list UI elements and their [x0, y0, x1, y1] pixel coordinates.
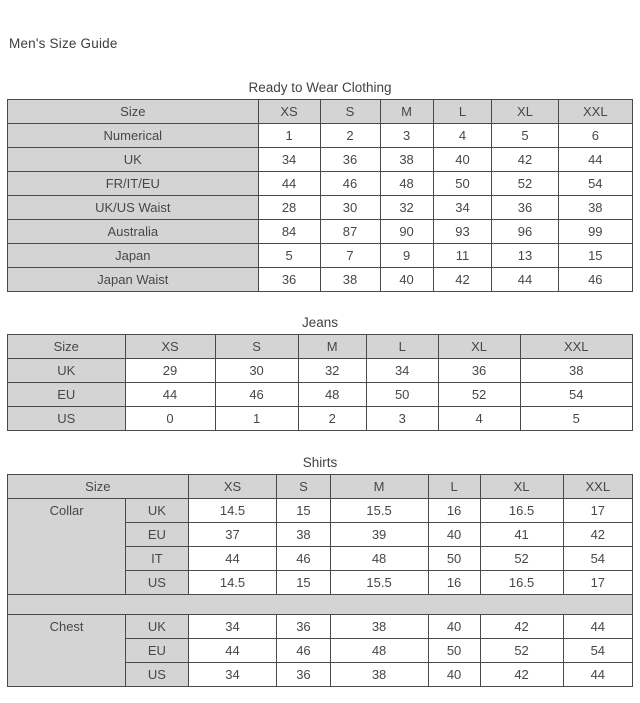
- value-cell: 44: [125, 383, 215, 407]
- group-label-cell: Chest: [8, 615, 126, 687]
- value-cell: 15.5: [330, 571, 428, 595]
- size-column-header: XS: [258, 100, 320, 124]
- value-cell: 52: [492, 172, 558, 196]
- value-cell: 93: [433, 220, 492, 244]
- table-row: [8, 244, 633, 268]
- value-cell: 15: [558, 244, 632, 268]
- value-cell: 46: [277, 547, 330, 571]
- value-cell: 15: [277, 499, 330, 523]
- value-cell: 5: [520, 407, 633, 431]
- value-cell: 54: [520, 383, 633, 407]
- value-cell: 54: [558, 172, 632, 196]
- value-cell: 36: [277, 663, 330, 687]
- size-column-header: M: [298, 335, 366, 359]
- value-cell: 46: [558, 268, 632, 292]
- ready-to-wear-table: [7, 99, 633, 292]
- value-cell: 48: [330, 547, 428, 571]
- value-cell: 16: [428, 571, 480, 595]
- value-cell: 50: [366, 383, 438, 407]
- size-column-header: XXL: [563, 475, 632, 499]
- value-cell: 99: [558, 220, 632, 244]
- value-cell: 14.5: [188, 571, 277, 595]
- size-column-header: XL: [480, 475, 563, 499]
- value-cell: 36: [320, 148, 380, 172]
- value-cell: 4: [433, 124, 492, 148]
- value-cell: 84: [258, 220, 320, 244]
- shirts-title: Shirts: [302, 455, 338, 470]
- table-row: [8, 407, 633, 431]
- value-cell: 46: [215, 383, 298, 407]
- size-column-header: XS: [125, 335, 215, 359]
- value-cell: 90: [380, 220, 433, 244]
- sub-label-cell: US: [126, 571, 189, 595]
- separator-row: [8, 595, 633, 615]
- value-cell: 13: [492, 244, 558, 268]
- header-row: [8, 475, 633, 499]
- value-cell: 2: [320, 124, 380, 148]
- value-cell: 42: [492, 148, 558, 172]
- table-row: [8, 268, 633, 292]
- value-cell: 16.5: [480, 499, 563, 523]
- value-cell: 41: [480, 523, 563, 547]
- shirts-section: [7, 455, 633, 687]
- group-label-cell: Collar: [8, 499, 126, 595]
- value-cell: 40: [433, 148, 492, 172]
- value-cell: 42: [480, 615, 563, 639]
- page-title: Men's Size Guide: [9, 36, 118, 51]
- value-cell: 38: [320, 268, 380, 292]
- size-column-header: L: [428, 475, 480, 499]
- size-column-header: M: [380, 100, 433, 124]
- value-cell: 54: [563, 639, 632, 663]
- value-cell: 50: [428, 547, 480, 571]
- size-column-header: L: [433, 100, 492, 124]
- value-cell: 15.5: [330, 499, 428, 523]
- value-cell: 96: [492, 220, 558, 244]
- size-header-cell: Size: [8, 335, 126, 359]
- sub-label-cell: EU: [126, 639, 189, 663]
- sub-label-cell: UK: [126, 615, 189, 639]
- value-cell: 17: [563, 571, 632, 595]
- shirts-table: [7, 474, 633, 687]
- size-column-header: XL: [438, 335, 520, 359]
- value-cell: 87: [320, 220, 380, 244]
- value-cell: 39: [330, 523, 428, 547]
- size-header-cell: Size: [8, 475, 189, 499]
- value-cell: 44: [558, 148, 632, 172]
- value-cell: 36: [492, 196, 558, 220]
- value-cell: 0: [125, 407, 215, 431]
- table-row: [8, 383, 633, 407]
- value-cell: 16: [428, 499, 480, 523]
- table-row: [8, 615, 633, 639]
- table-row: [8, 124, 633, 148]
- value-cell: 30: [320, 196, 380, 220]
- table-row: [8, 196, 633, 220]
- value-cell: 34: [188, 663, 277, 687]
- value-cell: 40: [428, 615, 480, 639]
- jeans-table: [7, 334, 633, 431]
- table-row: [8, 148, 633, 172]
- size-column-header: XS: [188, 475, 277, 499]
- sub-label-cell: IT: [126, 547, 189, 571]
- value-cell: 48: [298, 383, 366, 407]
- value-cell: 36: [438, 359, 520, 383]
- value-cell: 40: [428, 523, 480, 547]
- sub-label-cell: EU: [126, 523, 189, 547]
- value-cell: 4: [438, 407, 520, 431]
- value-cell: 38: [558, 196, 632, 220]
- ready-to-wear-section: [7, 80, 633, 292]
- header-row: [8, 100, 633, 124]
- value-cell: 32: [298, 359, 366, 383]
- value-cell: 2: [298, 407, 366, 431]
- value-cell: 30: [215, 359, 298, 383]
- value-cell: 36: [277, 615, 330, 639]
- row-label-cell: FR/IT/EU: [8, 172, 259, 196]
- value-cell: 29: [125, 359, 215, 383]
- value-cell: 38: [330, 615, 428, 639]
- size-column-header: XXL: [520, 335, 633, 359]
- value-cell: 16.5: [480, 571, 563, 595]
- value-cell: 38: [277, 523, 330, 547]
- jeans-section: [7, 315, 633, 431]
- size-header-cell: Size: [8, 100, 259, 124]
- value-cell: 11: [433, 244, 492, 268]
- header-row: [8, 335, 633, 359]
- jeans-title: Jeans: [301, 315, 339, 330]
- value-cell: 52: [480, 547, 563, 571]
- size-column-header: S: [277, 475, 330, 499]
- value-cell: 46: [277, 639, 330, 663]
- size-column-header: XL: [492, 100, 558, 124]
- row-label-cell: Australia: [8, 220, 259, 244]
- table-row: [8, 499, 633, 523]
- value-cell: 34: [188, 615, 277, 639]
- value-cell: 28: [258, 196, 320, 220]
- value-cell: 34: [433, 196, 492, 220]
- size-column-header: S: [215, 335, 298, 359]
- table-row: [8, 220, 633, 244]
- sub-label-cell: UK: [126, 499, 189, 523]
- table-row: [8, 359, 633, 383]
- sub-label-cell: US: [126, 663, 189, 687]
- row-label-cell: US: [8, 407, 126, 431]
- value-cell: 46: [320, 172, 380, 196]
- value-cell: 14.5: [188, 499, 277, 523]
- value-cell: 50: [433, 172, 492, 196]
- size-column-header: XXL: [558, 100, 632, 124]
- value-cell: 32: [380, 196, 433, 220]
- value-cell: 9: [380, 244, 433, 268]
- value-cell: 42: [433, 268, 492, 292]
- value-cell: 44: [563, 663, 632, 687]
- value-cell: 36: [258, 268, 320, 292]
- value-cell: 48: [330, 639, 428, 663]
- row-label-cell: UK: [8, 359, 126, 383]
- value-cell: 6: [558, 124, 632, 148]
- table-row: [8, 172, 633, 196]
- value-cell: 1: [215, 407, 298, 431]
- row-label-cell: EU: [8, 383, 126, 407]
- row-label-cell: Numerical: [8, 124, 259, 148]
- value-cell: 1: [258, 124, 320, 148]
- value-cell: 34: [258, 148, 320, 172]
- value-cell: 37: [188, 523, 277, 547]
- value-cell: 44: [188, 639, 277, 663]
- row-label-cell: UK/US Waist: [8, 196, 259, 220]
- value-cell: 54: [563, 547, 632, 571]
- value-cell: 40: [380, 268, 433, 292]
- value-cell: 3: [366, 407, 438, 431]
- value-cell: 44: [188, 547, 277, 571]
- value-cell: 5: [258, 244, 320, 268]
- value-cell: 50: [428, 639, 480, 663]
- value-cell: 48: [380, 172, 433, 196]
- value-cell: 52: [480, 639, 563, 663]
- value-cell: 15: [277, 571, 330, 595]
- value-cell: 7: [320, 244, 380, 268]
- value-cell: 44: [563, 615, 632, 639]
- size-column-header: S: [320, 100, 380, 124]
- value-cell: 44: [258, 172, 320, 196]
- row-label-cell: Japan: [8, 244, 259, 268]
- value-cell: 3: [380, 124, 433, 148]
- value-cell: 38: [380, 148, 433, 172]
- separator-cell: [8, 595, 633, 615]
- value-cell: 42: [480, 663, 563, 687]
- value-cell: 38: [520, 359, 633, 383]
- value-cell: 42: [563, 523, 632, 547]
- value-cell: 52: [438, 383, 520, 407]
- size-column-header: L: [366, 335, 438, 359]
- row-label-cell: UK: [8, 148, 259, 172]
- value-cell: 44: [492, 268, 558, 292]
- size-column-header: M: [330, 475, 428, 499]
- value-cell: 34: [366, 359, 438, 383]
- value-cell: 17: [563, 499, 632, 523]
- value-cell: 38: [330, 663, 428, 687]
- value-cell: 40: [428, 663, 480, 687]
- ready-to-wear-title: Ready to Wear Clothing: [248, 80, 392, 95]
- row-label-cell: Japan Waist: [8, 268, 259, 292]
- value-cell: 5: [492, 124, 558, 148]
